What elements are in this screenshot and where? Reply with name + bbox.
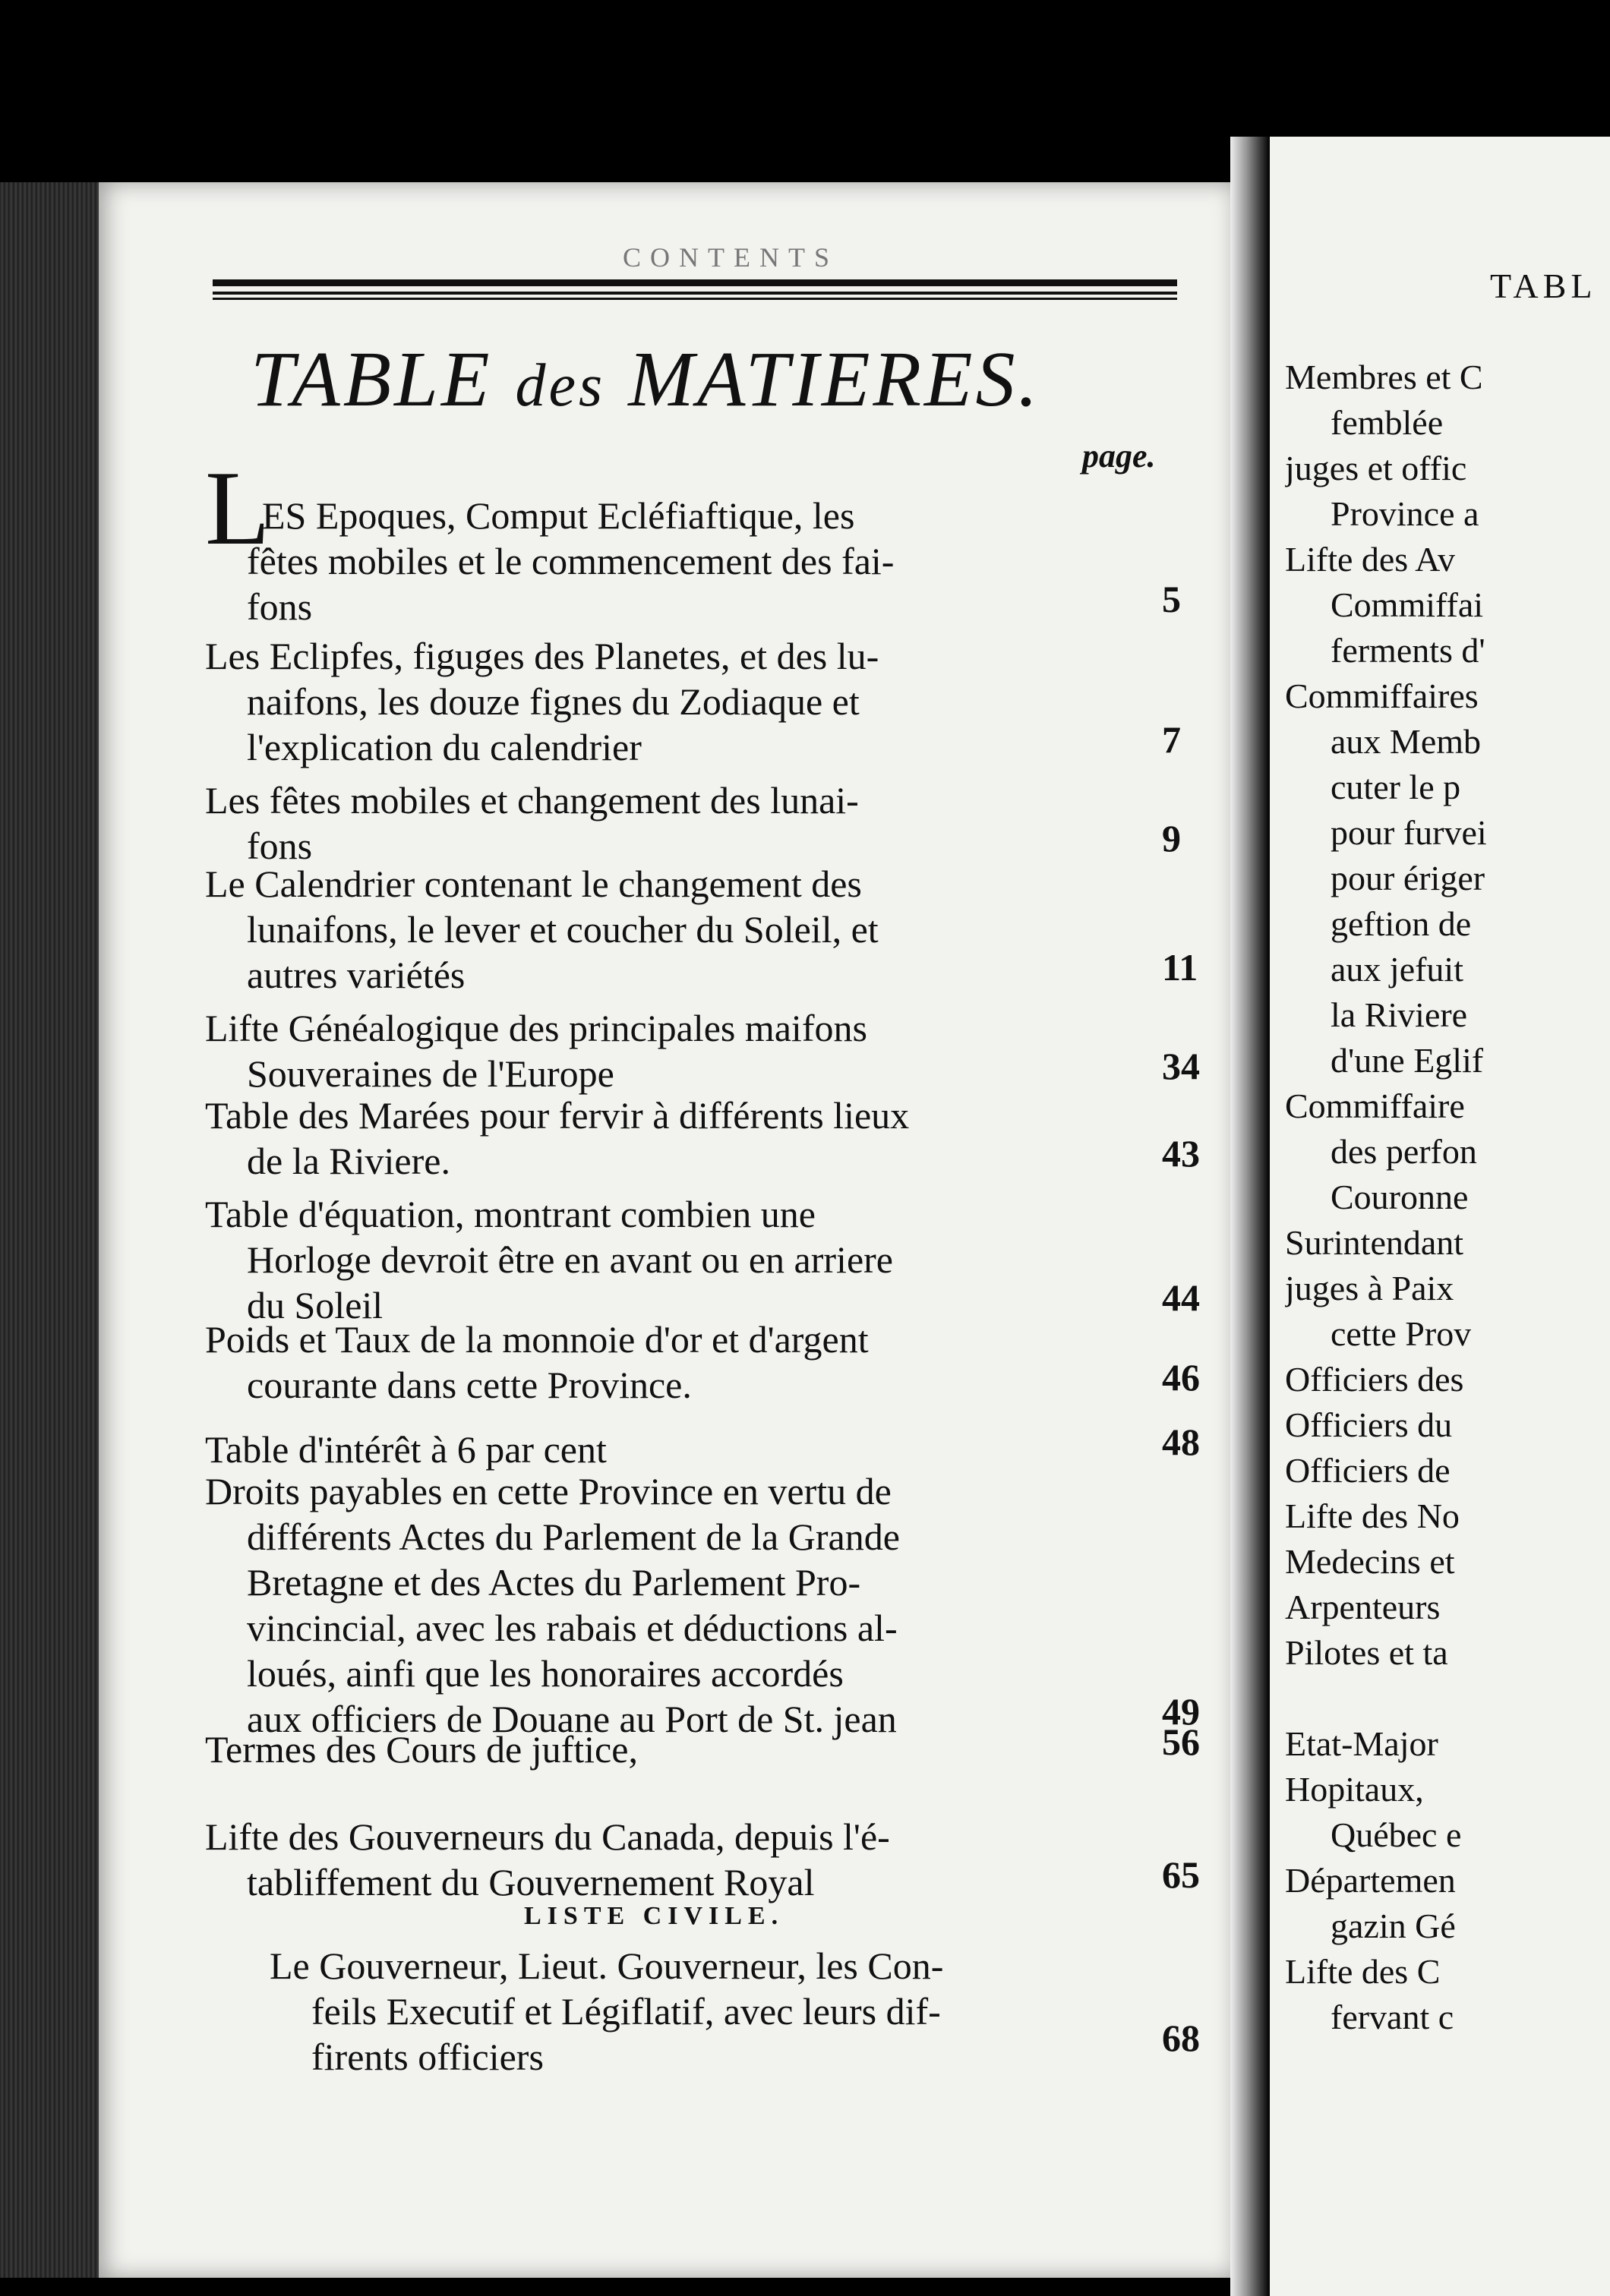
drop-cap: L [205,449,270,567]
right-page-line: femblée [1331,403,1444,442]
page-column-label: page. [1082,437,1156,475]
page-edges [0,182,99,2278]
toc-page-number: 43 [1162,1132,1200,1175]
right-page-line: la Riviere [1331,995,1468,1034]
right-page-line: Province a [1331,494,1479,533]
toc-page-number: 48 [1162,1421,1200,1463]
civil-entry-line: firents officiers [311,2036,544,2078]
right-page-line: Officiers de [1285,1451,1451,1490]
toc-entry-line: du Soleil [247,1284,384,1326]
toc-entry-line: Horloge devroit être en avant ou en arriere [247,1238,893,1281]
toc-entry-line: de la Riviere. [247,1140,450,1182]
right-page-line: fervant c [1331,1998,1454,2036]
title-main: TABLE [251,336,493,423]
right-page-line: Québec e [1331,1815,1462,1854]
right-page-line: Départemen [1285,1861,1456,1900]
right-page-line: gazin Gé [1331,1906,1456,1945]
right-page-line: Lifte des No [1285,1496,1460,1535]
toc-page-number: 7 [1162,718,1181,761]
right-page-line: Lifte des C [1285,1952,1441,1991]
toc-entry-line: loués, ainfi que les honoraires accordés [247,1652,844,1695]
right-page-line: Etat-Major [1285,1724,1438,1763]
toc-entry-line: lunaifons, le lever et coucher du Soleil, et [247,908,879,951]
right-page-line: aux jefuit [1331,950,1463,989]
toc-entry-line: vincincial, avec les rabais et déductions al- [247,1607,898,1649]
right-page-line: d'une Eglif [1331,1041,1484,1080]
toc-entry-line: naifons, les douze fignes du Zodiaque et [247,680,860,723]
toc-entry-line: Poids et Taux de la monnoie d'or et d'argent [205,1318,869,1361]
toc-page-number: 34 [1162,1045,1200,1087]
toc-entry-line: fêtes mobiles et le commencement des fai- [247,540,895,582]
toc-entry-line: autres variétés [247,954,466,996]
right-page-line: des perfon [1331,1132,1477,1171]
right-page-line: cette Prov [1331,1314,1472,1353]
toc-entry-line: différents Actes du Parlement de la Grande [247,1515,900,1558]
toc-entry-line: tabliffement du Gouvernement Royal [247,1861,815,1903]
right-page-line: Couronne [1331,1178,1469,1216]
toc-entry-line: Lifte Généalogique des principales maifons [205,1007,867,1049]
toc-entry-line: Les Eclipfes, figuges des Planetes, et des lu- [205,635,879,677]
toc-page-number: 65 [1162,1853,1200,1896]
right-page-line: juges et offic [1285,449,1467,487]
toc-entry-line: courante dans cette Province. [247,1364,692,1406]
right-page-line: Commiffai [1331,585,1484,624]
toc-entry-line: ES Epoques, Comput Ecléfiaftique, les [262,494,855,537]
toc-page-number: 9 [1162,817,1181,859]
right-page-line: pour furvei [1331,813,1487,852]
civil-entry-line: Le Gouverneur, Lieut. Gouverneur, les Con- [270,1944,944,1987]
right-page-line: Hopitaux, [1285,1770,1424,1809]
toc-entry-line: aux officiers de Douane au Port de St. jean [247,1698,897,1740]
toc-entry-line: Table d'équation, montrant combien une [205,1193,816,1235]
toc-page-number: 44 [1162,1276,1200,1319]
book-gutter [1230,137,1270,2296]
header-rule [213,273,1177,304]
toc-entry-line: Table des Marées pour fervir à différents lieux [205,1094,910,1137]
right-page-line: ferments d' [1331,631,1485,670]
toc-entry-line: l'explication du calendrier [247,726,642,768]
right-page-line: Lifte des Av [1285,540,1455,579]
right-page-line: cuter le p [1331,768,1461,806]
title-des: des [515,352,606,419]
right-page-line: Arpenteurs [1285,1588,1441,1626]
toc-page-number: 49 [1162,1690,1200,1733]
right-page-line: Commiffaire [1285,1086,1465,1125]
toc-page-number: 46 [1162,1356,1200,1399]
toc-entry-line: fons [247,825,313,867]
title-end: MATIERES. [628,336,1041,423]
page-title [251,334,1041,424]
toc-entry-line: Les fêtes mobiles et changement des lunai- [205,779,859,822]
right-page-line: pour ériger [1331,859,1485,897]
right-page-line: Medecins et [1285,1542,1455,1581]
right-page-line: Surintendant [1285,1223,1464,1262]
toc-entry-line: Table d'intérêt à 6 par cent [205,1428,607,1471]
section-heading: LISTE CIVILE. [524,1902,784,1930]
right-page-line: Commiffaires [1285,676,1479,715]
right-page-line: juges à Paix [1285,1269,1454,1307]
civil-page-number: 68 [1162,2017,1200,2059]
running-header: CONTENTS [623,242,838,273]
toc-entry-line: Souveraines de l'Europe [247,1052,614,1095]
toc-page-number: 11 [1162,946,1198,989]
toc-entry-line: Bretagne et des Actes du Parlement Pro- [247,1561,861,1604]
right-page-title: TABL [1490,266,1597,305]
right-page-line: Officiers du [1285,1405,1453,1444]
right-page-clip [1270,137,1610,2296]
civil-entry-line: feils Executif et Légiflatif, avec leurs dif- [311,1990,941,2033]
toc-page-number: 56 [1162,1720,1200,1763]
toc-page-number: 5 [1162,578,1181,620]
toc-entry-line: Lifte des Gouverneurs du Canada, depuis l'é- [205,1815,890,1858]
right-page-line: aux Memb [1331,722,1482,761]
right-page-line: Membres et C [1285,358,1483,396]
right-page-line: Officiers des [1285,1360,1464,1399]
toc-entry-line: Le Calendrier contenant le changement des [205,863,862,905]
toc-entry-line: fons [247,585,313,628]
toc-entry-line: Termes des Cours de juftice, [205,1728,638,1771]
right-page-line: geftion de [1331,904,1472,943]
toc-entry-line: Droits payables en cette Province en vertu de [205,1470,892,1512]
right-page-line: Pilotes et ta [1285,1633,1448,1672]
